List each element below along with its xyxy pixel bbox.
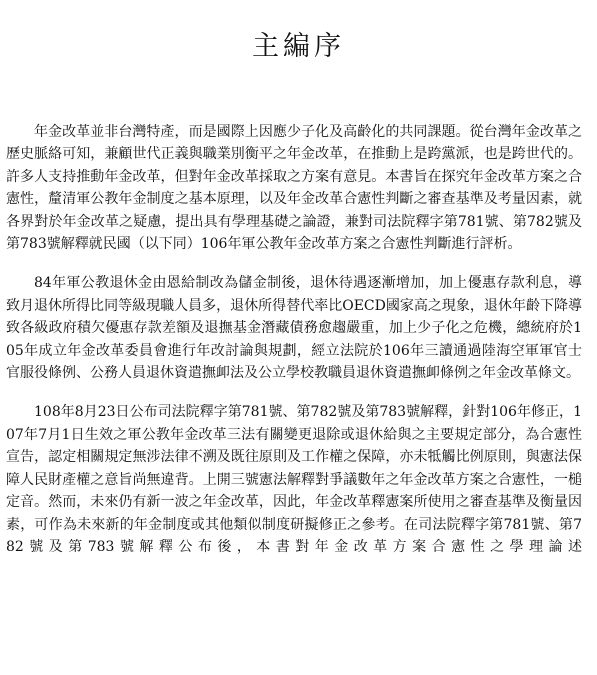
page-title: 主編序	[252, 31, 345, 62]
paragraph-1: 年金改革並非台灣特產，而是國際上因應少子化及高齡化的共同課題。從台灣年金改革之歷史脈絡可知，兼顧世代正義與職業別衡平之年金改革，在推動上是跨黨派，也是跨世代的。許多人支持推動年金改革，但對年金改革採取之方案有意見。本書旨在探究年金改革方案之合憲性，釐清軍公教年金制度之基本原理，以及年金改革合憲性判斷之審查基準及考量因素，就各界對於年金改革之疑慮，提出具有學理基礎之論證，兼對司法院釋字第781號、第782號及第783號解釋就民國（以下同）106年軍公教年金改革方案之合憲性判斷進行評析。	[6, 124, 582, 253]
paragraph-3: 108年8月23日公布司法院釋字第781號、第782號及第783號解釋，針對106年修正，107年7月1日生效之軍公教年金改革三法有關變更退除或退休給與之主要規定部分，為合憲性宣告，認定相關規定無涉法律不溯及既往原則及工作權之保障，亦未牴觸比例原則，與憲法保障人民財產權之意旨尚無違背。上開三號憲法解釋對爭議數年之年金改革方案之合憲性，一槌定音。然而，未來仍有新一波之年金改革，因此，年金改革釋憲案所使用之審查基準及衡量因素，可作為未來新的年金制度或其他類似制度研擬修正之參考。在司法院釋字第781號、第782號及第783號解釋公布後，本書對年金改革方案合憲性之學理論述	[6, 404, 582, 555]
document-body	[6, 121, 582, 575]
paragraph-2: 84年軍公教退休金由恩給制改為儲金制後，退休待遇逐漸增加，加上優惠存款利息，導致月退休所得比同等級現職人員多，退休所得替代率比OECD國家高之現象，退休年齡下降導致各級政府積欠優惠存款差額及退撫基金潛藏債務愈趨嚴重，加上少子化之危機，總統府於105年成立年金改革委員會進行年改討論與規劃，經立法院於106年三讀通過陸海空軍軍官士官服役條例、公務人員退休資遣撫卹法及公立學校教職員退休資遣撫卹條例之年金改革條文。	[6, 275, 582, 382]
